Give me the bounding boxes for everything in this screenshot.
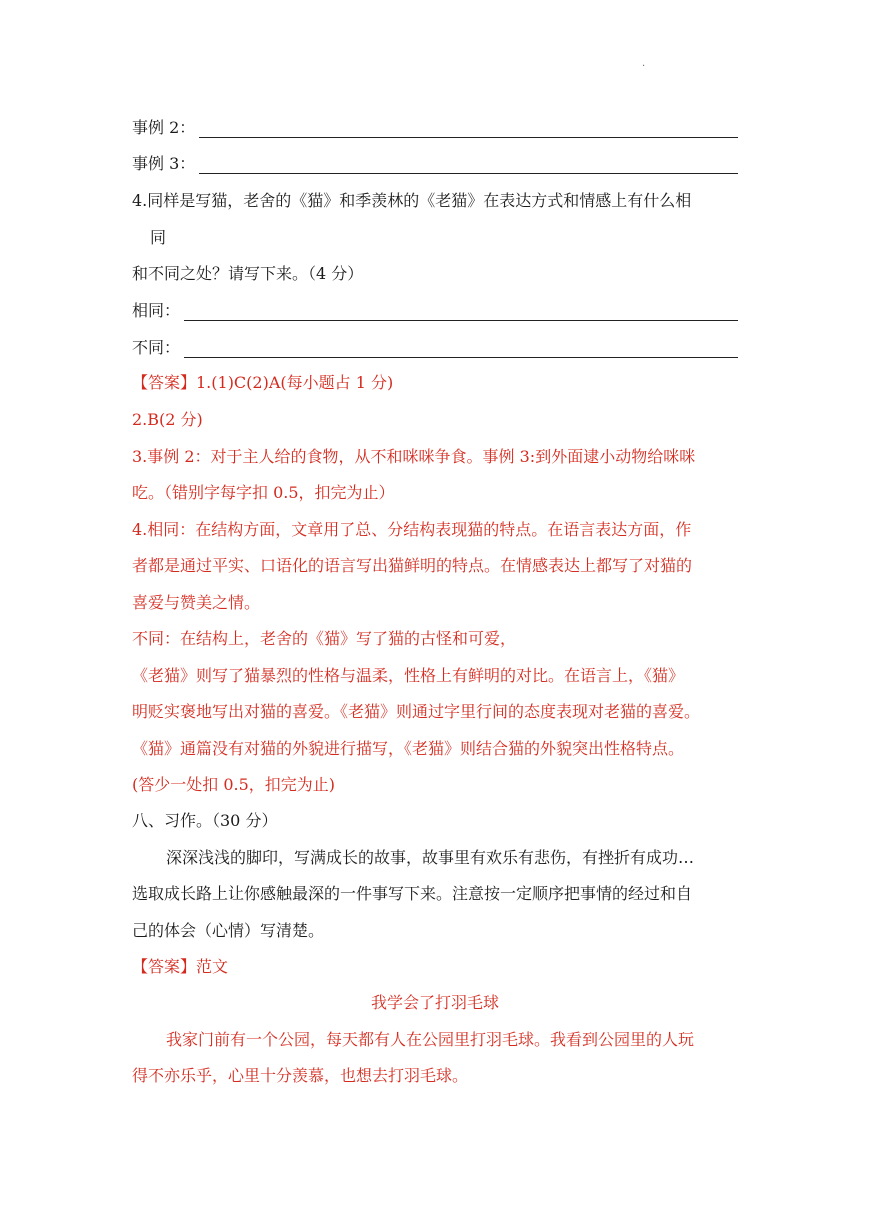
essay-line2: 得不亦乐乎，心里十分羡慕，也想去打羽毛球。 (132, 1066, 469, 1085)
essay-title: 我学会了打羽毛球 (370, 993, 499, 1012)
section8-prompt-line3: 己的体会（心情）写清楚。 (132, 921, 325, 940)
example3-row (132, 154, 738, 174)
section8-prompt-line2: 选取成长路上让你感触最深的一件事写下来。注意按一定顺序把事情的经过和自 (132, 884, 693, 903)
example2-label: 事例 2： (132, 118, 196, 137)
same-row (132, 301, 738, 321)
diff-label: 不同： (132, 338, 181, 357)
answer-4-line1: 4.相同：在结构方面，文章用了总、分结构表现猫的特点。在语言表达方面，作 (132, 520, 692, 539)
answer-3-line2: 吃。（错别字每字扣 0.5，扣完为止） (132, 483, 395, 502)
answer-1: 【答案】1.(1)C(2)A(每小题占 1 分) (132, 373, 394, 392)
answer-4-line2: 者都是通过平实、口语化的语言写出猫鲜明的特点。在情感表达上都写了对猫的 (132, 556, 693, 575)
section8-heading: 八、习作。（30 分） (132, 811, 278, 830)
example2-answer-line[interactable] (199, 121, 738, 138)
q4-prompt-line3: 和不同之处？请写下来。（4 分） (132, 264, 364, 283)
section8-answer-label: 【答案】范文 (132, 957, 229, 976)
diff-row (132, 338, 738, 358)
answer-4-line3: 喜爱与赞美之情。 (132, 593, 261, 612)
diff-answer-line[interactable] (184, 341, 738, 358)
answer-diff-line4: 《猫》通篇没有对猫的外貌进行描写，《老猫》则结合猫的外貌突出性格特点。 (132, 739, 685, 758)
header-mark: . (642, 58, 646, 69)
example2-row (132, 118, 738, 138)
q4-prompt-line1: 4.同样是写猫，老舍的《猫》和季羡林的《老猫》在表达方式和情感上有什么相 (132, 191, 692, 210)
answer-diff-line2: 《老猫》则写了猫暴烈的性格与温柔，性格上有鲜明的对比。在语言上，《猫》 (132, 666, 685, 685)
example3-label: 事例 3： (132, 154, 196, 173)
q4-prompt-line2: 同 (150, 228, 167, 247)
same-answer-line[interactable] (184, 304, 738, 321)
answer-diff-line5: (答少一处扣 0.5，扣完为止) (132, 775, 336, 794)
answer-diff-line1: 不同：在结构上，老舍的《猫》写了猫的古怪和可爱， (132, 629, 517, 648)
same-label: 相同： (132, 301, 181, 320)
answer-diff-line3: 明贬实褒地写出对猫的喜爱。《老猫》则通过字里行间的态度表现对老猫的喜爱。 (132, 702, 701, 721)
section8-prompt-line1: 深深浅浅的脚印，写满成长的故事，故事里有欢乐有悲伤，有挫折有成功… (166, 848, 695, 867)
answer-3-line1: 3.事例 2：对于主人给的食物，从不和咪咪争食。事例 3:到外面逮小动物给咪咪 (132, 447, 696, 466)
example3-answer-line[interactable] (199, 157, 738, 174)
essay-line1: 我家门前有一个公园，每天都有人在公园里打羽毛球。我看到公园里的人玩 (166, 1030, 695, 1049)
answer-2: 2.B(2 分) (132, 410, 203, 429)
